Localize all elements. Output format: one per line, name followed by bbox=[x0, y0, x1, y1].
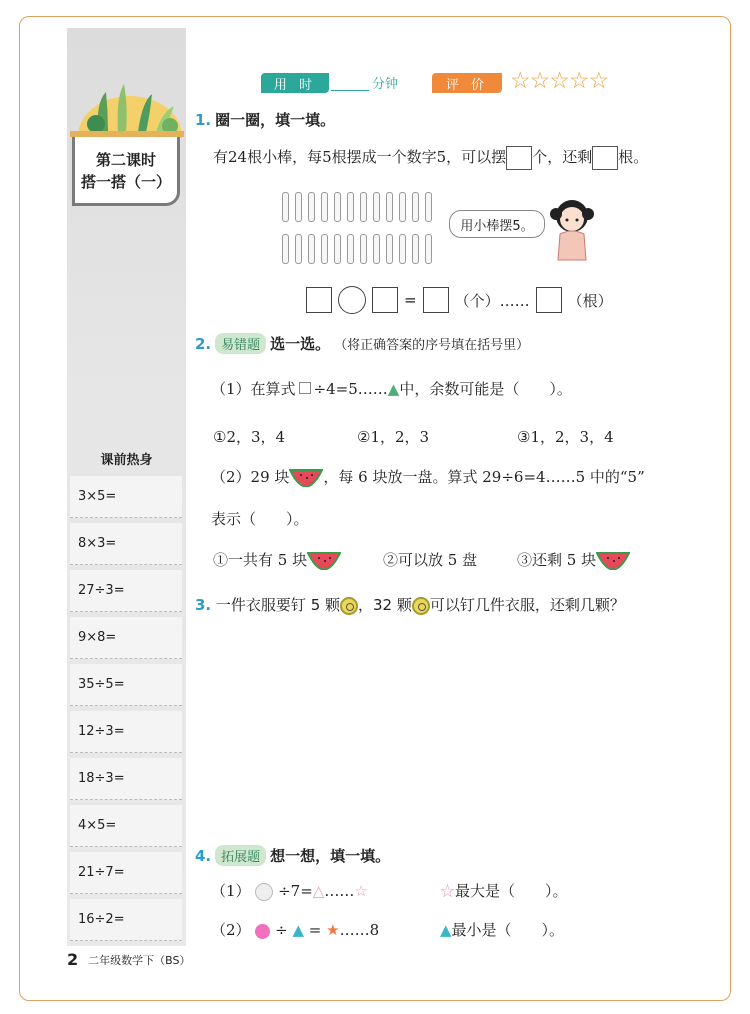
q2-heading: 选一选。 bbox=[270, 335, 331, 353]
stick bbox=[412, 192, 419, 222]
triangle-outline-icon: △ bbox=[312, 882, 325, 900]
stick bbox=[425, 192, 432, 222]
q2-p1-b: ÷4=5…… bbox=[313, 380, 388, 398]
stick bbox=[399, 192, 406, 222]
q1-formula bbox=[306, 286, 613, 314]
lesson-tab-bar bbox=[70, 131, 184, 137]
stick bbox=[308, 234, 315, 264]
warmup-title: 课前热身 bbox=[100, 453, 153, 468]
q4-l1-d[interactable]: 最大是（ ）。 bbox=[455, 882, 568, 900]
stick bbox=[334, 192, 341, 222]
q2-p1-a: （1）在算式 bbox=[211, 380, 296, 398]
q1-answer-box-count[interactable] bbox=[506, 146, 532, 170]
stick bbox=[386, 234, 393, 264]
stick bbox=[425, 234, 432, 264]
formula-box-divisor[interactable] bbox=[372, 287, 398, 313]
formula-circle-operator[interactable] bbox=[338, 286, 366, 314]
stick bbox=[321, 234, 328, 264]
plant-illustration bbox=[78, 82, 183, 138]
q1-title bbox=[195, 109, 335, 130]
q4-l2-a: （2） bbox=[211, 921, 251, 939]
q2-p1-option-1[interactable]: ①2，3，4 bbox=[213, 428, 286, 446]
q1-answer-box-remain[interactable] bbox=[592, 146, 618, 170]
lesson-number: 第二课时 bbox=[95, 151, 156, 169]
q4-heading: 想一想，填一填。 bbox=[270, 847, 391, 865]
stick bbox=[321, 192, 328, 222]
q2-p1 bbox=[211, 378, 572, 399]
stick bbox=[386, 192, 393, 222]
stick bbox=[373, 234, 380, 264]
stick bbox=[412, 234, 419, 264]
q4-l1-c: …… bbox=[324, 882, 355, 900]
formula-box-dividend[interactable] bbox=[306, 287, 332, 313]
circle-icon bbox=[255, 883, 273, 901]
triangle-filled-icon: ▲ bbox=[292, 921, 305, 939]
warmup-item: 3×5= bbox=[70, 476, 182, 518]
stick bbox=[347, 192, 354, 222]
stick bbox=[334, 234, 341, 264]
stick bbox=[399, 234, 406, 264]
q1-text-c: 根。 bbox=[618, 148, 649, 166]
q3-number: 3. bbox=[195, 596, 212, 614]
stick bbox=[295, 234, 302, 264]
stick bbox=[308, 192, 315, 222]
triangle-icon: ▲ bbox=[387, 380, 400, 398]
q4-l2-e[interactable]: 最小是（ ）。 bbox=[451, 921, 565, 939]
q2-p2 bbox=[211, 466, 645, 487]
rating-stars[interactable]: ☆☆☆☆☆ bbox=[510, 68, 609, 94]
square-icon bbox=[299, 382, 311, 394]
stick bbox=[347, 234, 354, 264]
time-blank[interactable] bbox=[331, 90, 369, 91]
q4-tag: 拓展题 bbox=[215, 845, 266, 866]
q2-p1-option-2[interactable]: ②1，2，3 bbox=[357, 428, 430, 446]
girl-illustration bbox=[548, 198, 596, 262]
q4-line2 bbox=[211, 919, 379, 940]
warmup-item: 27÷3= bbox=[70, 570, 182, 612]
q4-l1-a: （1） bbox=[211, 882, 251, 900]
q4-l2-c: = bbox=[308, 921, 322, 939]
time-badge: 用 时 bbox=[261, 73, 329, 93]
q2-p1-option-3[interactable]: ③1，2，3，4 bbox=[517, 428, 614, 446]
page-number: 2 bbox=[67, 950, 79, 969]
q4-line1-answer bbox=[440, 880, 568, 901]
stick bbox=[373, 192, 380, 222]
q1-text-a: 有24根小棒，每5根摆成一个数字5，可以摆 bbox=[213, 148, 507, 166]
formula-box-remainder[interactable] bbox=[536, 287, 562, 313]
formula-unit-ge: （个）…… bbox=[454, 291, 530, 310]
warmup-item: 4×5= bbox=[70, 805, 182, 847]
button-icon bbox=[340, 597, 358, 615]
lesson-tab bbox=[72, 134, 180, 206]
warmup-item: 12÷3= bbox=[70, 711, 182, 753]
stick bbox=[282, 234, 289, 264]
q2-p2-option-3-label: ③还剩 5 块 bbox=[517, 551, 597, 569]
q3-a: 一件衣服要钉 5 颗 bbox=[215, 596, 341, 614]
watermelon-icon bbox=[596, 552, 630, 570]
q2-p2-option-1-label: ①一共有 5 块 bbox=[213, 551, 308, 569]
formula-box-quotient[interactable] bbox=[423, 287, 449, 313]
stick bbox=[360, 234, 367, 264]
warmup-item: 16÷2= bbox=[70, 899, 182, 941]
formula-equals: = bbox=[404, 291, 417, 309]
q2-tag: 易错题 bbox=[215, 333, 266, 354]
star-filled-icon: ★ bbox=[326, 921, 340, 939]
circle-filled-icon bbox=[255, 924, 270, 939]
q2-number: 2. bbox=[195, 334, 212, 353]
button-icon bbox=[412, 597, 430, 615]
rating-badge: 评 价 bbox=[432, 73, 502, 93]
q2-p2-option-3[interactable] bbox=[517, 549, 630, 570]
q4-title bbox=[195, 845, 390, 866]
q2-note: （将正确答案的序号填在括号里） bbox=[334, 338, 530, 353]
q2-p2-a: （2）29 块 bbox=[211, 468, 290, 486]
stick bbox=[360, 192, 367, 222]
q4-l1-b: ÷7= bbox=[278, 882, 313, 900]
star-outline-icon: ☆ bbox=[354, 882, 368, 900]
speech-bubble: 用小棒摆5。 bbox=[449, 210, 545, 238]
footer bbox=[67, 950, 190, 969]
sticks-illustration bbox=[282, 192, 442, 274]
lesson-title: 搭一搭（一） bbox=[80, 173, 171, 191]
warmup-item: 8×3= bbox=[70, 523, 182, 565]
warmup-item: 18÷3= bbox=[70, 758, 182, 800]
warmup-item: 35÷5= bbox=[70, 664, 182, 706]
q1-text-b: 个，还剩 bbox=[532, 148, 593, 166]
q1-text bbox=[213, 146, 648, 170]
book-title: 二年级数学下（BS） bbox=[88, 953, 191, 967]
q2-title bbox=[195, 333, 529, 354]
star-outline-icon: ☆ bbox=[440, 882, 456, 900]
stick bbox=[295, 192, 302, 222]
q2-p1-c: 中，余数可能是（ ）。 bbox=[399, 380, 572, 398]
q1-heading: 圈一圈，填一填。 bbox=[215, 111, 336, 129]
q4-line2-answer bbox=[440, 919, 564, 940]
q4-l2-d: ……8 bbox=[339, 921, 380, 939]
q2-p2-b: ，每 6 块放一盘。算式 29÷6=4……5 中的“5” bbox=[323, 468, 645, 486]
q4-line1 bbox=[211, 880, 368, 901]
q2-p2-option-2[interactable]: ②可以放 5 盘 bbox=[383, 551, 478, 569]
watermelon-icon bbox=[307, 552, 341, 570]
q3-b: ，32 颗 bbox=[358, 596, 412, 614]
warmup-item: 21÷7= bbox=[70, 852, 182, 894]
stick bbox=[282, 192, 289, 222]
watermelon-icon bbox=[289, 469, 323, 487]
q4-number: 4. bbox=[195, 846, 212, 865]
q4-l2-b: ÷ bbox=[275, 921, 288, 939]
warmup-item: 9×8= bbox=[70, 617, 182, 659]
q2-p2-c: 表示（ ）。 bbox=[211, 510, 309, 528]
q3-text bbox=[195, 594, 625, 615]
time-unit: 分钟 bbox=[372, 77, 399, 92]
triangle-filled-icon: ▲ bbox=[440, 921, 452, 939]
q3-answer-area[interactable] bbox=[195, 625, 715, 835]
q2-p2-option-1[interactable] bbox=[213, 549, 341, 570]
q1-number: 1. bbox=[195, 110, 212, 129]
formula-unit-gen: （根） bbox=[567, 291, 613, 310]
q3-c: 可以钉几件衣服，还剩几颗？ bbox=[429, 596, 625, 614]
